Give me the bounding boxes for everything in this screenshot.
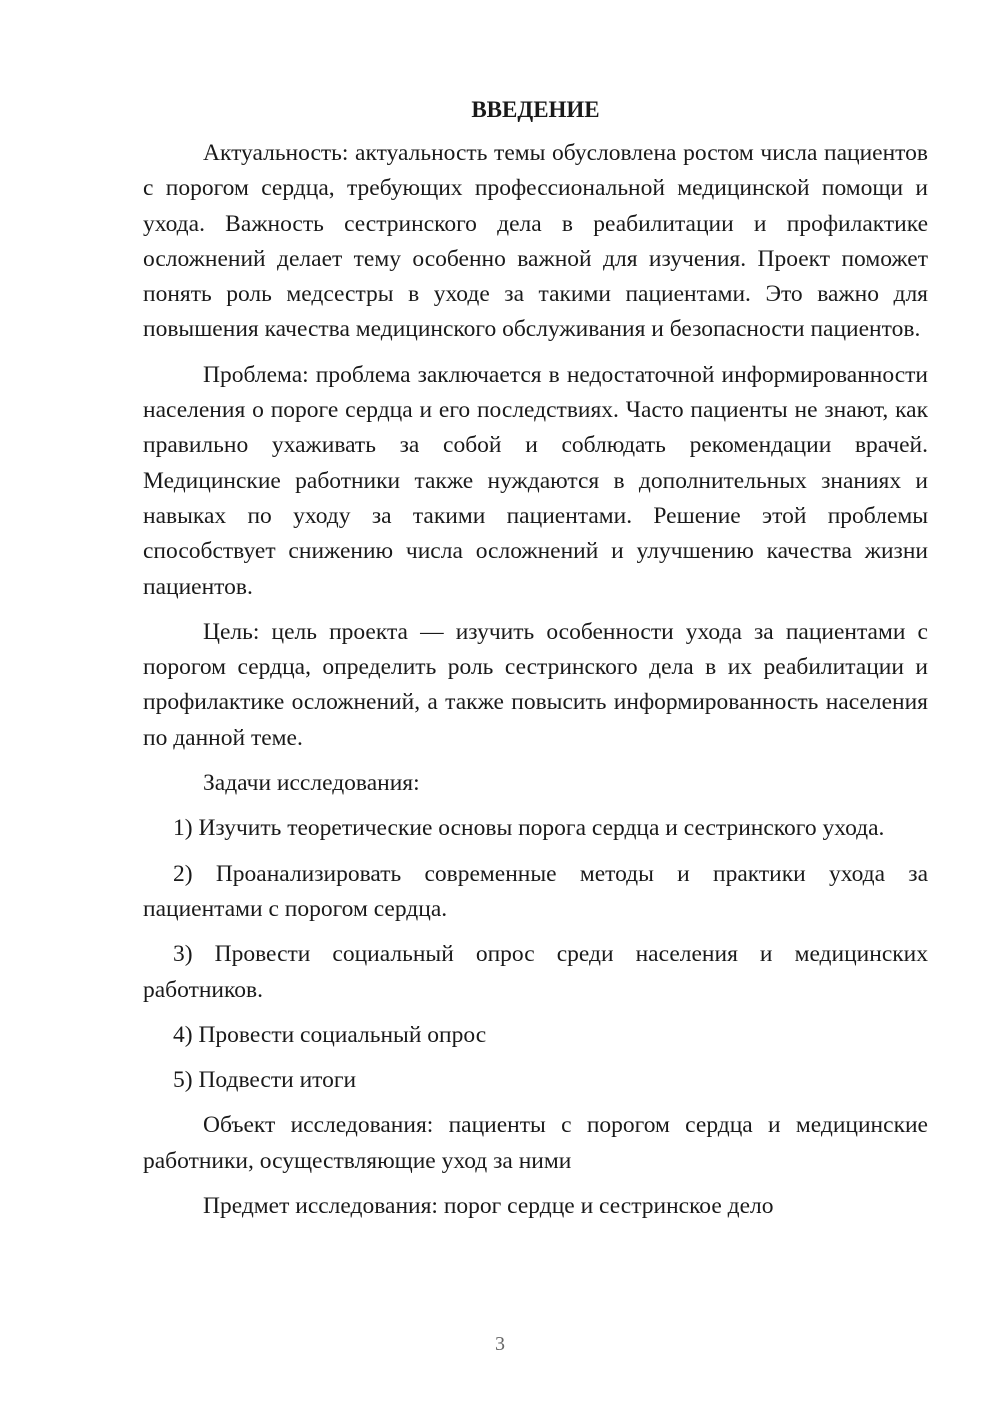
paragraph-goal: Цель: цель проекта — изучить особенности ухода за пациентами с порогом сердца, определить роль сестринского дела в их реабилитации и профилактике осложнений, а также повысить информированность населения по данной теме. [143,618,928,751]
task-item-4: 4) Провести социальный опрос [173,1021,487,1048]
task-item-3: 3) Провести социальный опрос среди населения и медицинских работников. [143,941,928,1003]
paragraph-relevance: Актуальность: актуальность темы обусловлена ростом числа пациентов с порогом сердца, требующих профессиональной медицинской помощи и ухода. Важность сестринского дела в реабилитации и профилактике осложнений делает тему особенно важной для изучения. Проект поможет понять роль медсестры в уходе за такими пациентами. Это важно для повышения качества медицинского обслуживания и безопасности пациентов. [143,140,928,343]
section-title: ВВЕДЕНИЕ [471,97,600,122]
task-item-2: 2) Проанализировать современные методы и практики ухода за пациентами с порогом сердца. [143,860,928,922]
document-page [143,92,928,1234]
page-number: 3 [495,1333,505,1355]
tasks-heading: Задачи исследования: [203,770,420,797]
paragraph-object: Объект исследования: пациенты с порогом сердца и медицинские работники, осуществляющие уход за ними [143,1112,928,1174]
task-item-5: 5) Подвести итоги [173,1067,357,1094]
paragraph-subject: Предмет исследования: порог сердце и сестринское дело [203,1193,774,1220]
task-item-1: 1) Изучить теоретические основы порога сердца и сестринского ухода. [173,815,885,842]
paragraph-problem: Проблема: проблема заключается в недостаточной информированности населения о пороге сердца и его последствиях. Часто пациенты не знают, как правильно ухаживать за собой и соблюдать рекомендации врачей. Медицинские работники также нуждаются в дополнительных знаниях и навыках по уходу за такими пациентами. Решение этой проблемы способствует снижению числа осложнений и улучшению качества жизни пациентов. [143,361,928,600]
